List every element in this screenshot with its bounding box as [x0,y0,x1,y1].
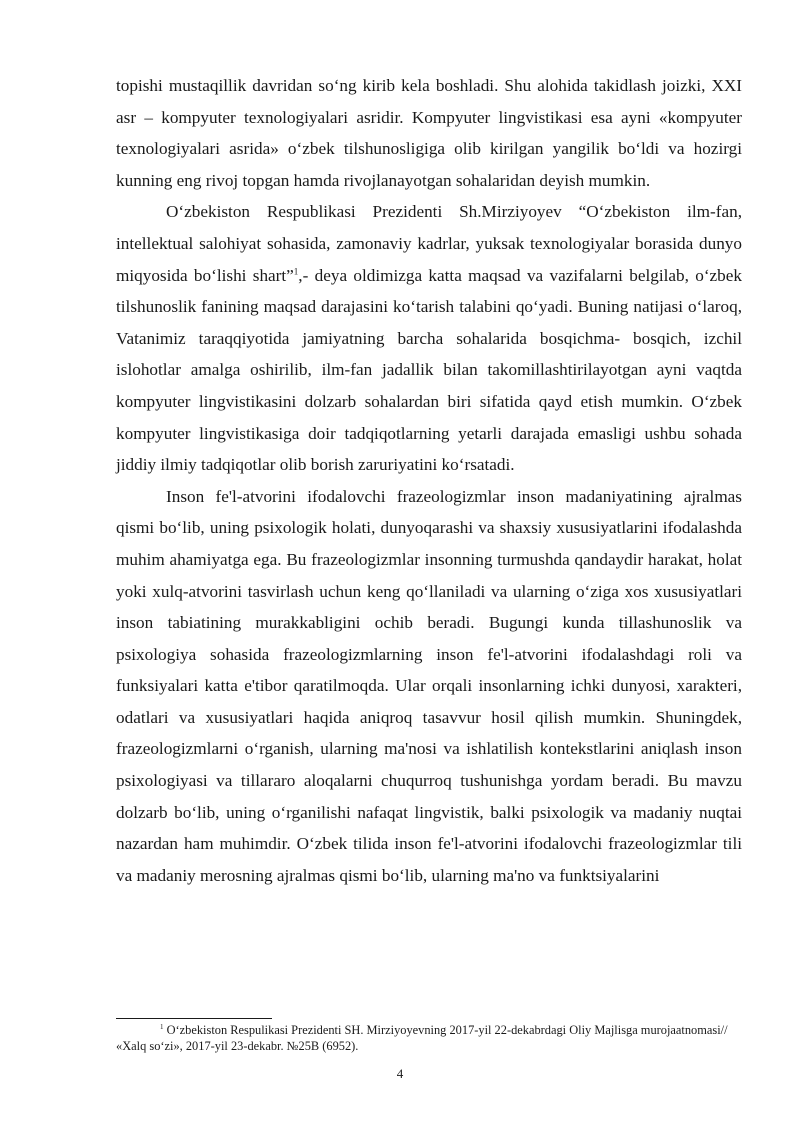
paragraph-3: Inson fe'l-atvorini ifodalovchi frazeologizmlar inson madaniyatining ajralmas qismi bo‘lib, uning psixologik holati, dunyoqarashi va shaxsiy xususiyatlarini ifodalashda muhim ahamiyatga ega. Bu frazeologizmlar insonning turmushda qandaydir harakat, holat yoki xulq-atvorini tasvirlash uchun keng qo‘llaniladi va ularning o‘ziga xos xususiyatlari inson tabiatining murakkabligini ochib beradi. Bugungi kunda tillashunoslik va psixologiya sohasida frazeologizmlarning inson fe'l-atvorini ifodalashdagi roli va funksiyalari katta e'tibor qaratilmoqda. Ular orqali insonlarning ichki dunyosi, xarakteri, odatlari va xususiyatlari haqida aniqroq tasavvur hosil qilish mumkin. Shuningdek, frazeologizmlarni o‘rganish, ularning ma'nosi va ishlatilish kontekstlarini aniqlash inson psixologiyasi va tillararo aloqalarni chuqurroq tushunishga yordam beradi. Bu mavzu dolzarb bo‘lib, uning o‘rganilishi nafaqat lingvistik, balki psixologik va madaniy nuqtai nazardan ham muhimdir. O‘zbek tilida inson fe'l-atvorini ifodalovchi frazeologizmlar tili va madaniy merosning ajralmas qismi bo‘lib, ularning ma'no va funktsiyalarini [116,486,742,885]
footnote-separator [116,1018,272,1019]
footnote [116,1023,742,1054]
footnote-text: O‘zbekiston Respulikasi Prezidenti SH. Mirziyoyevning 2017-yil 22-dekabrdagi Oliy Majlisga murojaatnomasi// «Xalq so‘zi», 2017-yil 23-dekabr. №25B (6952). [116,1023,728,1053]
body-text [116,70,742,891]
paragraph-2 [116,196,742,480]
paragraph-2-text-start: O‘zbekiston Respublikasi Prezidenti Sh.Mirziyoyev “O‘zbekiston ilm-fan, intellektual salohiyat sohasida, zamonaviy kadrlar, yuksak texnologiyalar borasida dunyo miqyosida bo‘lishi shart” [116,202,742,285]
paragraph-1: topishi mustaqillik davridan so‘ng kirib kela boshladi. Shu alohida takidlash joizki, XXI asr – kompyuter texnologiyalari asridir. Kompyuter lingvistikasi esa ayni «kompyuter texnologiyalari asrida» o‘zbek tilshunosligiga olib kirilgan yangilik bo‘ldi va hozirgi kunning eng rivoj topgan hamda rivojlanayotgan sohalaridan deyish mumkin. [116,76,742,190]
footnote-reference[interactable]: 1 [293,265,299,276]
paragraph-2-text-end: ,- deya oldimizga katta maqsad va vazifalarni belgilab, o‘zbek tilshunoslik fanining maqsad darajasini ko‘tarish talabini qo‘yadi. Buning natijasi o‘laroq, Vatanimiz taraqqiyotida jamiyatning barcha sohalarida bosqichma- bosqich, izchil islohotlar amalga oshirilib, ilm-fan jadallik bilan takomillashtirilayotgan ayni vaqtda kompyuter lingvistikasini dolzarb sohalardan biri sifatida qayd etish mumkin. O‘zbek kompyuter lingvistikasiga doir tadqiqotlarning yetarli darajada emasligi ushbu sohada jiddiy ilmiy tadqiqotlar olib borish zaruriyatini ko‘rsatadi. [116,265,742,475]
page-number: 4 [396,1066,404,1081]
footnote-marker: 1 [160,1022,164,1031]
